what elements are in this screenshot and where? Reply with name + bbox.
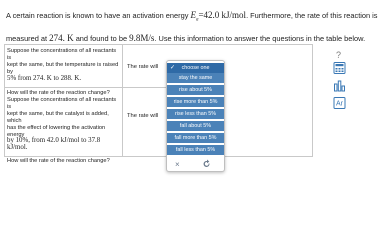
option-label: fall more than 5% [174,135,217,141]
option-label: rise about 5% [179,87,212,93]
row-2-rate-label: The rate will [127,113,159,119]
ea-value: =42.0 kJ/mol [198,10,247,20]
row-2-desc-line: Suppose the concentrations of all reactants is [7,97,117,110]
option-label: choose one [181,65,210,71]
ea-symbol: E [190,10,196,20]
dropdown-footer [167,159,224,171]
svg-text:Ar: Ar [336,100,343,108]
row-1-description [7,48,120,96]
row-2-desc-value: by 10%, from 42.0 kJ/mol to 37.8 kJ/mol. [7,137,101,152]
undo-icon[interactable] [202,159,212,169]
temperature-value: 274. K [49,33,74,44]
row-2-question: How will the rate of the reaction change? [7,158,110,165]
option-label: stay the same [178,75,213,81]
option-label: rise more than 5% [173,99,218,105]
rate-change-dropdown[interactable] [166,60,225,172]
option-label: fall less than 5% [175,147,216,153]
row-1-desc-line: Suppose the concentrations of all reactants is [7,48,117,61]
row-2-description [7,97,120,165]
intro-text: measured at [6,34,50,44]
option-fall-less-than-5[interactable] [167,145,224,155]
row-2-answer-select[interactable] [156,112,165,120]
option-stay-the-same[interactable] [167,73,224,83]
row-1-desc-value: 5% from 274. K to 288. K. [7,74,82,82]
ea-subscript: a [195,17,199,23]
option-fall-more-than-5[interactable] [167,133,224,143]
calculator-icon[interactable] [333,62,346,74]
row-1-rate-label: The rate will [127,64,159,70]
problem-line-1 [6,6,378,29]
problem-statement [6,6,378,48]
rate-value: 9.8 [129,33,141,44]
row-1-question: How will the rate of the reaction change? [7,89,110,96]
option-label: rise less than 5% [174,111,217,117]
option-rise-about-5[interactable] [167,85,224,95]
intro-text: and found to be [73,34,130,44]
option-choose-one[interactable] [167,63,224,73]
row-1-desc-line: kept the same, but the temperature is raised by [7,61,119,75]
option-label: fall about 5% [179,123,212,129]
intro-text: . Use this information to answer the questions in the table below. [154,34,366,44]
row-2-desc-line: kept the same, but the catalyst is added, which [7,110,109,124]
help-icon[interactable]: ? [336,50,342,60]
option-fall-about-5[interactable] [167,121,224,131]
checkmark-icon: ✓ [170,65,176,71]
bar-chart-icon[interactable] [333,80,346,92]
table-column-divider [122,44,123,156]
option-rise-less-than-5[interactable] [167,109,224,119]
option-rise-more-than-5[interactable] [167,97,224,107]
intro-text: A certain reaction is known to have an activation energy [6,11,191,20]
intro-text: . Furthermore, the rate of this reaction is [246,11,378,20]
close-icon[interactable]: × [175,160,180,169]
row-1-answer-select[interactable] [156,63,165,71]
row-2-desc-line: has the effect of lowering the activation energy [7,124,106,138]
rate-unit: M/s [140,33,155,44]
periodic-table-icon[interactable] [333,97,346,109]
